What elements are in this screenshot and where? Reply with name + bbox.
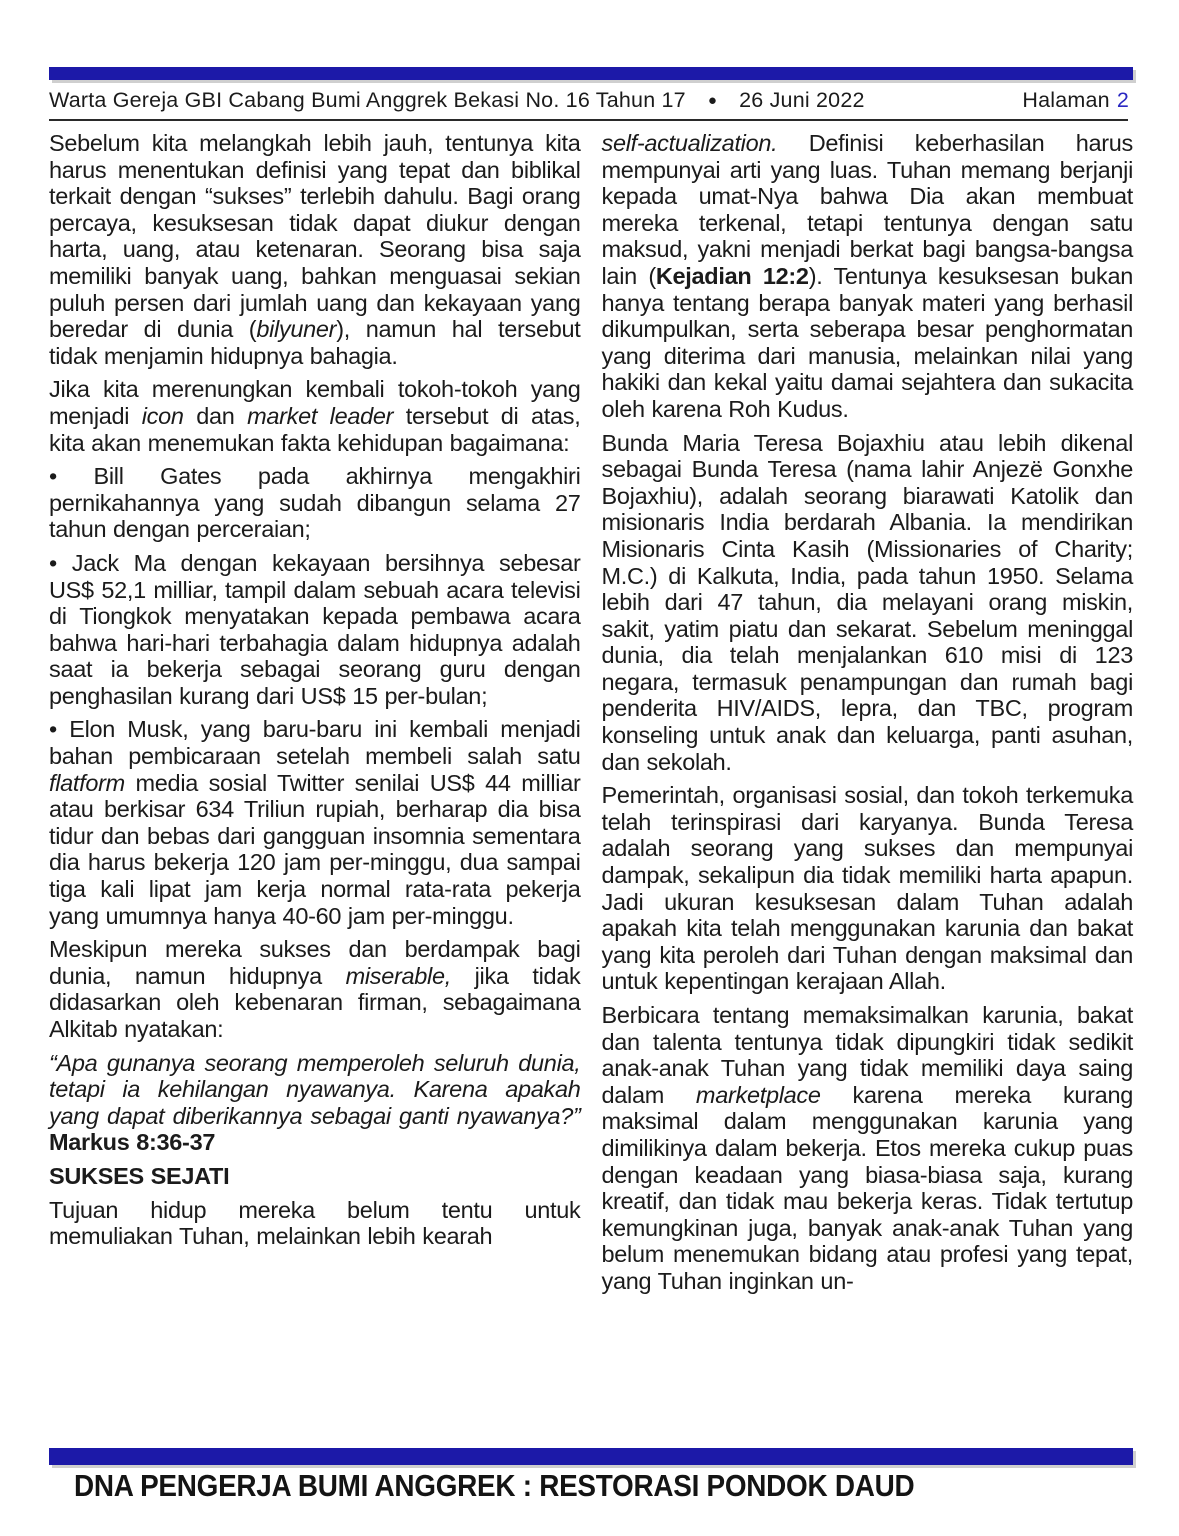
paragraph: self-actualization. Definisi keberhasilan harus mempunyai arti yang luas. Tuhan memang berjanji kepada umat-Nya bahwa Dia akan membuat mereka terkenal, tetapi tentunya dengan satu maksud, yakni menjadi berkat bagi bangsa-bangsa lain (Kejadian 12:2). Tentunya kesuksesan bukan hanya tentang berapa banyak materi yang berhasil dikumpulkan, serta seberapa besar penghormatan yang diterima dari manusia, melainkan nilai yang hakiki dan kekal yaitu damai sejahtera dan sukacita oleh karena Roh Kudus. [601, 130, 1133, 422]
page-number: 2 [1116, 88, 1129, 112]
page-indicator [1022, 88, 1129, 113]
newsletter-title: Warta Gereja GBI Cabang Bumi Anggrek Bekasi No. 16 Tahun 17 [49, 88, 686, 112]
footer-banner: DNA PENGERJA BUMI ANGGREK : RESTORASI PONDOK DAUD [74, 1468, 915, 1503]
header-accent-bar [49, 67, 1133, 80]
paragraph: Pemerintah, organisasi sosial, dan tokoh terkemuka telah terinspirasi dari karyanya. Bunda Teresa adalah seorang yang sukses dan mempunyai dampak, sekalipun dia tidak memiliki harta apapun. Jadi ukuran kesuksesan dalam Tuhan adalah apakah kita telah menggunakan karunia dan bakat yang kita peroleh dari Tuhan dengan maksimal dan untuk kepentingan kerajaan Allah. [601, 782, 1133, 995]
scripture-quote: “Apa gunanya seorang memperoleh seluruh dunia, tetapi ia kehilangan nyawanya. Karena apakah yang dapat diberikannya sebagai ganti nyawanya?” Markus 8:36-37 [49, 1049, 581, 1156]
page-label: Halaman [1022, 88, 1110, 112]
bullet-separator: ● [707, 92, 718, 109]
paragraph: Tujuan hidup mereka belum tentu untuk memuliakan Tuhan, melainkan lebih kearah [49, 1196, 581, 1250]
paragraph: Bunda Maria Teresa Bojaxhiu atau lebih dikenal sebagai Bunda Teresa (nama lahir Anjezë Gonxhe Bojaxhiu), adalah seorang biarawati Katolik dan misionaris India berdarah Albania. Ia mendirikan Misionaris Cinta Kasih (Missionaries of Charity; M.C.) di Kalkuta, India, pada tahun 1950. Selama lebih dari 47 tahun, dia melayani orang miskin, sakit, yatim piatu dan sekarat. Sebelum meninggal dunia, dia telah menjalankan 610 misi di 123 negara, termasuk penampungan dan rumah bagi penderita HIV/AIDS, lepra, dan TBC, program konseling untuk anak dan keluarga, panti asuhan, dan sekolah. [601, 429, 1133, 775]
paragraph: Jika kita merenungkan kembali tokoh-tokoh yang menjadi icon dan market leader tersebut di atas, kita akan menemukan fakta kehidupan bagaimana: [49, 376, 581, 456]
right-column [602, 130, 1134, 1302]
bullet-item: • Elon Musk, yang baru-baru ini kembali menjadi bahan pembicaraan setelah membeli salah satu flatform media sosial Twitter senilai US$ 44 milliar atau berkisar 634 Triliun rupiah, berharap dia bisa tidur dan bebas dari gangguan insomnia sementara dia harus bekerja 120 jam per-minggu, dua sampai tiga kali lipat jam kerja normal rata-rata pekerja yang umumnya hanya 40-60 jam per-minggu. [49, 716, 581, 929]
footer-accent-bar [49, 1448, 1133, 1465]
header-left-group [49, 88, 865, 113]
section-heading: SUKSES SEJATI [49, 1162, 230, 1189]
newsletter-header [49, 88, 1129, 113]
paragraph: Meskipun mereka sukses dan berdampak bagi dunia, namun hidupnya miserable, jika tidak didasarkan oleh kebenaran firman, sebagaimana Alkitab nyatakan: [49, 936, 581, 1042]
bullet-item: • Bill Gates pada akhirnya mengakhiri pernikahannya yang sudah dibangun selama 27 tahun dengan perceraian; [49, 463, 581, 543]
paragraph: Sebelum kita melangkah lebih jauh, tentunya kita harus menentukan definisi yang tepat dan biblikal terkait dengan “sukses” terlebih dahulu. Bagi orang percaya, kesuksesan tidak dapat diukur dengan harta, uang, atau ketenaran. Seorang bisa saja memiliki banyak uang, bahkan menguasai sekian puluh persen dari jumlah uang dan kekayaan yang beredar di dunia (bilyuner), namun hal tersebut tidak menjamin hidupnya bahagia. [49, 130, 581, 369]
left-column [49, 130, 581, 1302]
issue-date: 26 Juni 2022 [739, 88, 865, 112]
content-columns [49, 130, 1133, 1302]
paragraph: Berbicara tentang memaksimalkan karunia, bakat dan talenta tentunya tidak dipungkiri tidak sedikit anak-anak Tuhan yang tidak memiliki daya saing dalam marketplace karena mereka kurang maksimal dalam menggunakan karunia yang dimilikinya dalam bekerja. Etos mereka cukup puas dengan keadaan yang biasa-biasa saja, kurang kreatif, dan tidak mau bekerja keras. Tidak tertutup kemungkinan juga, banyak anak-anak Tuhan yang belum menemukan bidang atau profesi yang tepat, yang Tuhan inginkan un- [601, 1002, 1133, 1294]
bullet-item: • Jack Ma dengan kekayaan bersihnya sebesar US$ 52,1 milliar, tampil dalam sebuah acara televisi di Tiongkok menyatakan kepada pembawa acara bahwa hari-hari terbahagia dalam hidupnya adalah saat ia bekerja sebagai seorang guru dengan penghasilan kurang dari US$ 15 per-bulan; [49, 549, 581, 709]
header-rule [49, 119, 1128, 121]
